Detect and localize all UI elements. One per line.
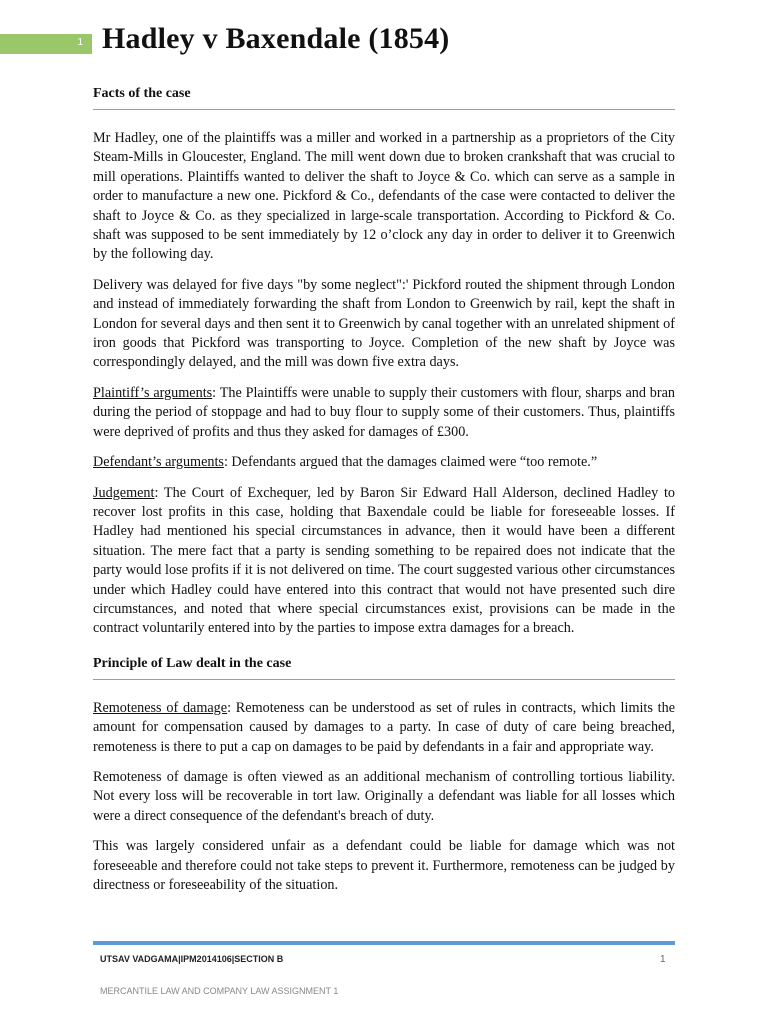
- defendant-arguments-text: : Defendants argued that the damages claimed were “too remote.”: [223, 454, 598, 471]
- page-title: Hadley v Baxendale (1854): [102, 22, 450, 55]
- defendant-arguments-paragraph: [93, 453, 675, 472]
- page-tab-number: 1: [77, 37, 83, 48]
- footer-divider: [93, 941, 675, 945]
- footer-page-number: 1: [660, 954, 666, 965]
- remoteness-text: : Remoteness can be understood as set of rules in contracts, which limits the amount for compensation caused by damages to a party. In case of duty of care being breached, remoteness is there to put a cap on damages to be paid by defendants in a fair and appropriate way.: [93, 699, 675, 755]
- judgement-text: : The Court of Exchequer, led by Baron Sir Edward Hall Alderson, declined Hadley to recover lost profits in this case, holding that Baxendale could be liable for foreseeable losses. If Hadley had mentioned his special circumstances in advance, then it would have been a different situation. The mere fact that a party is sending something to be repaired does not indicate that the party would lose profits if it is not delivered on time. The court suggested various other circumstances under which Hadley could have entered into this contract that would not have presented such dire circumstances, and noted that where special circumstances exist, provisions can be made in the contract voluntarily entered into by the parties to impose extra damages for a breach.: [93, 484, 675, 637]
- plaintiff-arguments-paragraph: [93, 384, 675, 442]
- principle-heading: Principle of Law dealt in the case: [93, 650, 675, 680]
- facts-paragraph-2: Delivery was delayed for five days "by some neglect":' Pickford routed the shipment through London and instead of immediately forwarding the shaft from London to Greenwich by rail, kept the shaft in London for several days and then sent it to Greenwich by canal together with an unrelated shipment of iron goods that Pickford was transporting to Joyce. Completion of the new shaft by Joyce was correspondingly delayed, and the mill was down five extra days.: [93, 276, 675, 371]
- footer-author-line: UTSAV VADGAMA|IPM2014106|SECTION B: [100, 954, 284, 964]
- facts-paragraph-1: Mr Hadley, one of the plaintiffs was a miller and worked in a partnership as a proprietors of the City Steam-Mills in Gloucester, England. The mill went down due to broken crankshaft that was crucial to mill operations. Plaintiffs wanted to deliver the shaft to Joyce & Co. which can serve as a sample in order to manufacture a new one. Pickford & Co., defendants of the case were contacted to deliver the shaft to Joyce & Co. as they specialized in large-scale transportation. According to Pickford & Co. shaft was supposed to be sent immediately by 12 o’clock any day in order to deliver it to Greenwich by the following day.: [93, 130, 675, 263]
- page-number-tab: [0, 34, 92, 54]
- plaintiff-arguments-text: : The Plaintiffs were unable to supply their customers with flour, sharps and bran during the period of stoppage and had to buy flour to supply some of their customers. Thus, plaintiffs were deprived of profits and thus they asked for damages of £300.: [93, 384, 675, 440]
- principle-paragraph-2: Remoteness of damage is often viewed as an additional mechanism of controlling tortious liability. Not every loss will be recoverable in tort law. Originally a defendant was liable for all losses which were a direct consequence of the defendant's breach of duty.: [93, 768, 675, 824]
- remoteness-paragraph: [93, 699, 675, 757]
- plaintiff-arguments-label: Plaintiff’s arguments: [93, 384, 213, 401]
- remoteness-label: Remoteness of damage: [93, 699, 228, 716]
- judgement-label: Judgement: [93, 484, 155, 501]
- facts-heading: Facts of the case: [93, 80, 675, 110]
- principle-paragraph-3: This was largely considered unfair as a defendant could be liable for damage which was not foreseeable and therefore could not take steps to prevent it. Furthermore, remoteness can be judged by directness or foreseeability of the situation.: [93, 838, 675, 893]
- document-body: [93, 80, 675, 906]
- judgement-paragraph: [93, 484, 675, 639]
- footer-assignment-title: MERCANTILE LAW AND COMPANY LAW ASSIGNMENT 1: [100, 986, 339, 996]
- defendant-arguments-label: Defendant’s arguments: [93, 454, 224, 471]
